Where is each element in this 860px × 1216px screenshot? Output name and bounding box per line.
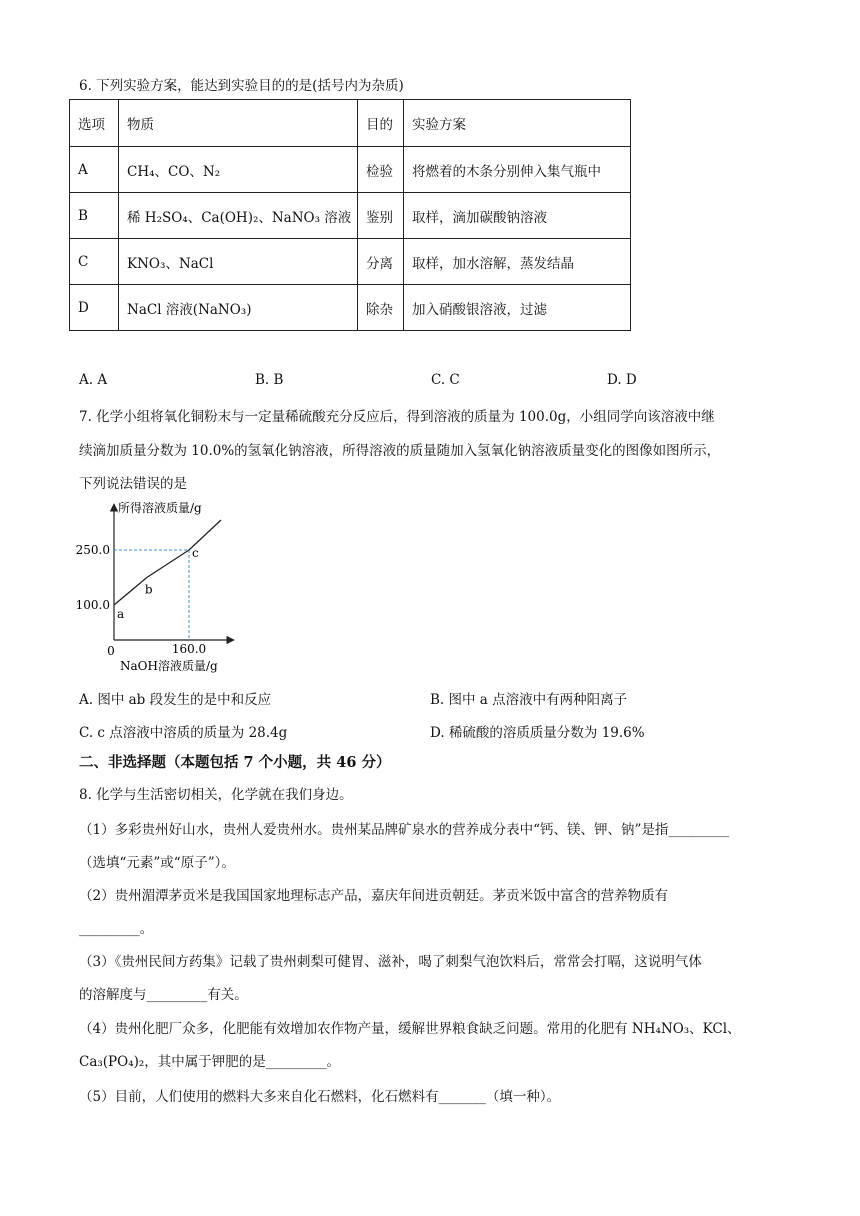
q8-line: （选填“元素”或“原子”）。 <box>79 855 235 871</box>
q8-line: （3）《贵州民间方药集》记载了贵州刺梨可健胃、滋补，喝了刺梨气泡饮料后，常常会打嗝，这说明气体 <box>79 954 702 970</box>
q7-stem-line: 下列说法错误的是 <box>79 476 187 492</box>
cell-purpose: 鉴别 <box>358 193 404 239</box>
q8-line: （1）多彩贵州好山水，贵州人爱贵州水。贵州某品牌矿泉水的营养成分表中“钙、镁、钾、钠”是指_________ <box>79 822 730 838</box>
y-tick-label: 250.0 <box>75 543 110 557</box>
q7-stem-line: 续滴加质量分数为 10.0%的氢氧化钠溶液，所得溶液的质量随加入氢氧化钠溶液质量变化的图像如图所示， <box>79 443 721 459</box>
q6-choice-c[interactable]: C. C <box>431 372 460 388</box>
cell-purpose: 分离 <box>358 239 404 285</box>
cell-substance: 稀 H₂SO₄、Ca(OH)₂、NaNO₃ 溶液 <box>119 193 358 239</box>
q8-line: _________。 <box>79 921 154 937</box>
x-tick-label: 160.0 <box>171 642 207 656</box>
cell-plan: 取样，滴加碳酸钠溶液 <box>404 193 631 239</box>
origin-label: 0 <box>107 644 115 658</box>
q7-choice-d[interactable]: D. 稀硫酸的溶质质量分数为 19.6% <box>430 725 645 741</box>
cell-purpose: 检验 <box>358 147 404 193</box>
q7-chart <box>74 498 250 676</box>
q6-table <box>69 99 631 331</box>
header-substance: 物质 <box>119 100 358 147</box>
q8-line: （4）贵州化肥厂众多，化肥能有效增加农作物产量，缓解世界粮食缺乏问题。常用的化肥有 NH₄NO₃、KCl、 <box>79 1021 741 1037</box>
q8-line: （2）贵州湄潭茅贡米是我国国家地理标志产品，嘉庆年间进贡朝廷。茅贡米饭中富含的营养物质有 <box>79 888 669 904</box>
q8-line: （5）目前，人们使用的燃料大多来自化石燃料，化石燃料有_______（填一种）。 <box>79 1089 561 1105</box>
header-option: 选项 <box>70 100 119 147</box>
point-label-a: a <box>117 607 125 621</box>
x-axis-label: NaOH溶液质量/g <box>120 659 218 673</box>
cell-option: B <box>70 193 119 239</box>
point-label-c: c <box>192 546 199 560</box>
cell-plan: 加入硝酸银溶液，过滤 <box>404 285 631 331</box>
cell-option: A <box>70 147 119 193</box>
q8-stem: 8. 化学与生活密切相关，化学就在我们身边。 <box>79 787 353 803</box>
cell-substance: CH₄、CO、N₂ <box>119 147 358 193</box>
y-tick-label: 100.0 <box>75 598 110 612</box>
plot-area <box>76 520 221 656</box>
q7-choice-c[interactable]: C. c 点溶液中溶质的质量为 28.4g <box>79 725 288 741</box>
q6-choice-b[interactable]: B. B <box>255 372 284 388</box>
q8-line: 的溶解度与_________有关。 <box>79 987 248 1003</box>
cell-plan: 将燃着的木条分别伸入集气瓶中 <box>404 147 631 193</box>
series-segment <box>147 550 189 578</box>
table-row <box>70 239 631 285</box>
header-plan: 实验方案 <box>404 100 631 147</box>
cell-substance: NaCl 溶液(NaNO₃) <box>119 285 358 331</box>
series-segment <box>114 578 147 606</box>
q7-choice-a[interactable]: A. 图中 ab 段发生的是中和反应 <box>79 692 272 708</box>
q7-choice-b[interactable]: B. 图中 a 点溶液中有两种阳离子 <box>430 692 628 708</box>
table-row <box>70 147 631 193</box>
q6-choice-d[interactable]: D. D <box>607 372 637 388</box>
point-label-b: b <box>144 582 153 597</box>
cell-option: D <box>70 285 119 331</box>
table-row <box>70 285 631 331</box>
y-axis-label: 所得溶液质量/g <box>118 501 202 515</box>
table-row <box>70 193 631 239</box>
q6-stem: 6. 下列实验方案，能达到实验目的的是(括号内为杂质) <box>79 78 404 94</box>
q8-line: Ca₃(PO₄)₂，其中属于钾肥的是_________。 <box>79 1054 341 1070</box>
table-header-row <box>70 100 631 147</box>
cell-purpose: 除杂 <box>358 285 404 331</box>
section2-heading: 二、非选择题（本题包括 7 个小题，共 46 分） <box>79 754 391 771</box>
q7-stem-line: 7. 化学小组将氧化铜粉末与一定量稀硫酸充分反应后，得到溶液的质量为 100.0g，小组同学向该溶液中继 <box>79 409 715 425</box>
q6-choice-a[interactable]: A. A <box>79 372 108 388</box>
header-purpose: 目的 <box>358 100 404 147</box>
cell-substance: KNO₃、NaCl <box>119 239 358 285</box>
cell-plan: 取样，加水溶解，蒸发结晶 <box>404 239 631 285</box>
cell-option: C <box>70 239 119 285</box>
